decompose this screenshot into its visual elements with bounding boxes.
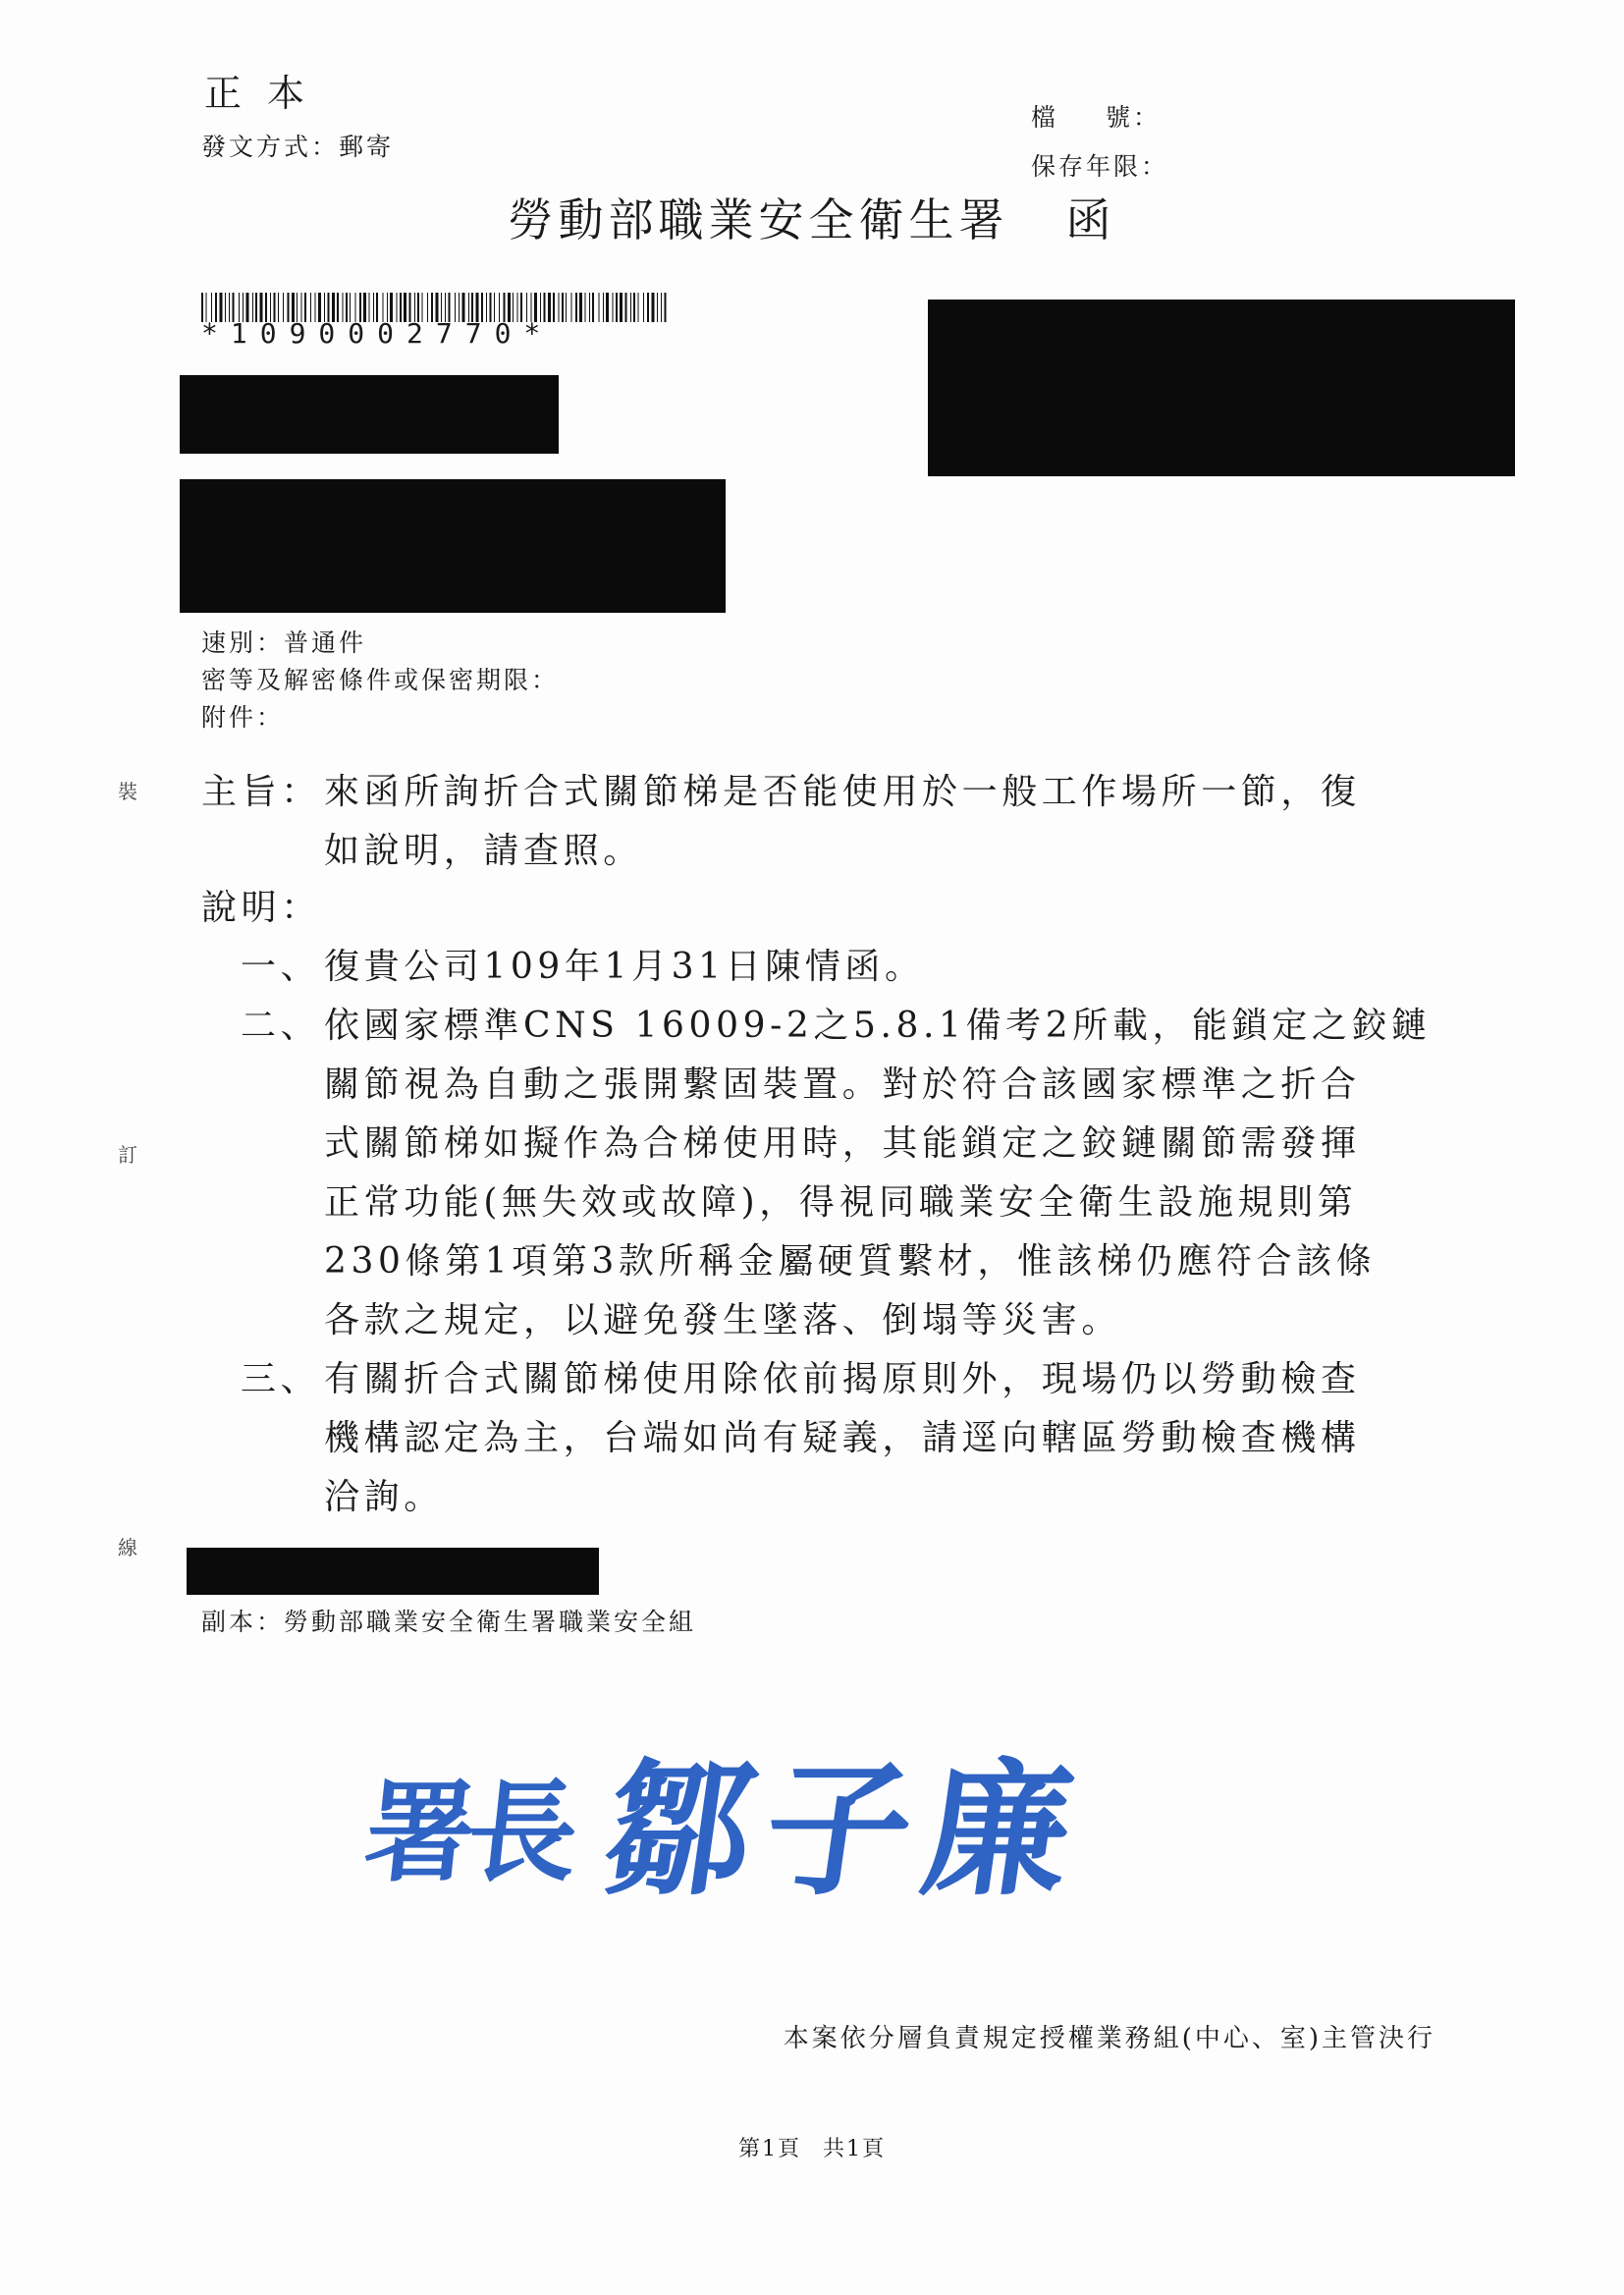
barcode-bar xyxy=(553,293,555,322)
explanation-label: 說明： xyxy=(201,888,321,928)
barcode-bar xyxy=(643,293,644,322)
file-number-label-part1: 檔 xyxy=(1031,103,1059,132)
page-total: 共1頁 xyxy=(823,2137,886,2161)
item-2 xyxy=(324,997,1453,1350)
barcode-bar xyxy=(620,293,623,322)
item-1-line: 復貴公司109年1月31日陳情函。 xyxy=(324,947,925,987)
barcode-bar xyxy=(613,293,614,322)
director-signature-seal xyxy=(358,1714,1097,1930)
barcode-bar xyxy=(559,293,560,322)
subject-line-1: 來函所詢折合式關節梯是否能使用於一般工作場所一節，復 xyxy=(324,772,1361,812)
barcode-bar xyxy=(585,293,586,322)
file-number-label xyxy=(1031,98,1161,134)
page-number xyxy=(0,2132,1624,2162)
barcode-bar xyxy=(657,293,658,322)
item-2-line: 正常功能(無失效或故障)，得視同職業安全衛生設施規則第 xyxy=(324,1182,1358,1223)
carbon-copy: 副本：勞動部職業安全衛生署職業安全組 xyxy=(201,1608,697,1636)
speed-field: 速別：普通件 xyxy=(201,628,367,657)
barcode-bar xyxy=(603,293,604,322)
agency-name: 勞動部職業安全衛生署 xyxy=(508,193,1009,246)
barcode-bar xyxy=(630,293,631,322)
subject-line-2: 如說明，請查照。 xyxy=(324,831,643,871)
item-3-line: 有關折合式關節梯使用除依前揭原則外，現場仍以勞動檢查 xyxy=(324,1359,1361,1399)
item-2-line: 依國家標準CNS 16009-2之5.8.1備考2所載，能鎖定之鉸鏈 xyxy=(324,1006,1432,1046)
item-2-line: 式關節梯如擬作為合梯使用時，其能鎖定之鉸鏈關節需發揮 xyxy=(324,1123,1361,1164)
subject-label: 主旨： xyxy=(201,772,321,812)
barcode-bar xyxy=(633,293,635,322)
signature-name: 鄒子廉 xyxy=(595,1744,1097,1916)
item-2-line: 230條第1項第3款所稱金屬硬質繫材，惟該梯仍應符合該條 xyxy=(324,1241,1377,1282)
barcode-bar xyxy=(665,293,667,322)
retention-label: 保存年限： xyxy=(1031,152,1169,181)
redacted-block-recipient-name xyxy=(180,375,559,454)
barcode-bar xyxy=(616,293,618,322)
binding-mark-ding: 訂 xyxy=(118,1143,137,1167)
item-3 xyxy=(324,1350,1453,1527)
binding-mark-zhuang: 裝 xyxy=(118,780,137,803)
barcode-bar xyxy=(606,293,609,322)
classification-field: 密等及解密條件或保密期限： xyxy=(201,666,560,694)
item-1 xyxy=(324,938,1453,997)
barcode-bar xyxy=(647,293,649,322)
barcode-bar xyxy=(638,293,639,322)
binding-mark-xian: 線 xyxy=(118,1536,137,1559)
copy-mark: 正本 xyxy=(204,72,331,115)
barcode-bar xyxy=(562,293,564,322)
barcode-bar xyxy=(579,293,582,322)
barcode-bar xyxy=(592,293,594,322)
barcode-bar xyxy=(652,293,655,322)
barcode-bar xyxy=(599,293,600,322)
signature-title: 署長 xyxy=(358,1769,577,1897)
barcode-bar xyxy=(571,293,572,322)
item-marker-1: 一、 xyxy=(241,947,321,987)
barcode-bar xyxy=(625,293,627,322)
item-marker-3: 三、 xyxy=(241,1359,321,1399)
item-3-line: 洽詢。 xyxy=(324,1477,444,1517)
attachment-field: 附件： xyxy=(201,703,285,732)
redacted-block-recipient-address xyxy=(180,479,726,613)
send-method: 發文方式：郵寄 xyxy=(201,133,395,161)
barcode-text: *1090002770* xyxy=(201,317,554,350)
redacted-block-primary-recipient xyxy=(187,1548,599,1595)
barcode-bar xyxy=(575,293,577,322)
item-2-line: 關節視為自動之張開繫固裝置。對於符合該國家標準之折合 xyxy=(324,1065,1361,1105)
document-title xyxy=(0,185,1624,249)
item-marker-2: 二、 xyxy=(241,1006,321,1046)
barcode-bar xyxy=(661,293,662,322)
barcode-bar xyxy=(566,293,567,322)
page-current: 第1頁 xyxy=(738,2137,801,2161)
file-number-label-part2: 號： xyxy=(1106,103,1162,132)
item-3-line: 機構認定為主，台端如尚有疑義，請逕向轄區勞動檢查機構 xyxy=(324,1418,1361,1458)
redacted-block-right xyxy=(928,300,1515,476)
document-type: 函 xyxy=(1065,193,1116,246)
delegation-note: 本案依分層負責規定授權業務組(中心、室)主管決行 xyxy=(783,2024,1435,2053)
item-2-line: 各款之規定，以避免發生墜落、倒塌等災害。 xyxy=(324,1300,1122,1340)
barcode-bar xyxy=(589,293,590,322)
